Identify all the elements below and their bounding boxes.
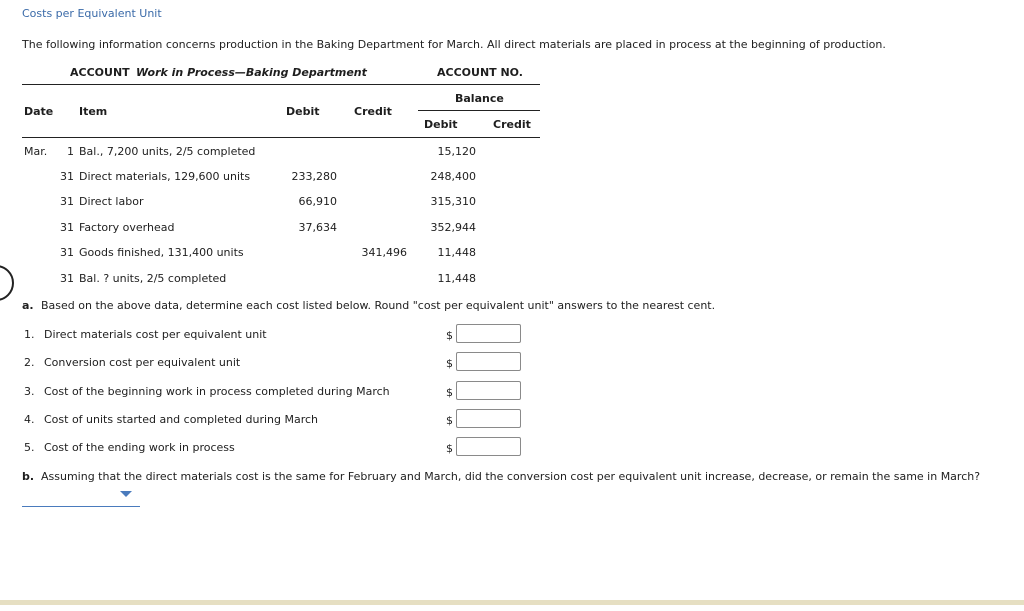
- col-item: Item: [79, 105, 108, 118]
- row-item: Factory overhead: [79, 221, 175, 234]
- question-number: 4.: [24, 413, 35, 426]
- question-number: 1.: [24, 328, 35, 341]
- ending-wip-cost-input[interactable]: [456, 437, 521, 456]
- row-balance-debit: 11,448: [437, 272, 476, 285]
- col-date: Date: [24, 105, 54, 118]
- row-balance-debit: 352,944: [430, 221, 476, 234]
- part-a-label: a.: [22, 299, 34, 312]
- row-item: Direct materials, 129,600 units: [79, 170, 251, 183]
- conversion-cost-input[interactable]: [456, 352, 521, 371]
- row-item: Goods finished, 131,400 units: [79, 246, 244, 259]
- row-day: 31: [60, 221, 74, 234]
- ledger-header-rule: [22, 137, 540, 138]
- account-no-label: ACCOUNT NO.: [437, 66, 523, 79]
- scroll-circle-marker: [0, 265, 14, 301]
- page-title: Costs per Equivalent Unit: [22, 7, 162, 20]
- footer-bar: [0, 600, 1024, 605]
- row-item: Bal., 7,200 units, 2/5 completed: [79, 145, 256, 158]
- dollar-sign: $: [446, 386, 453, 399]
- question-number: 5.: [24, 441, 35, 454]
- account-label: ACCOUNT: [70, 66, 130, 79]
- question-text: Conversion cost per equivalent unit: [44, 356, 241, 369]
- balance-rule: [418, 110, 540, 111]
- dollar-sign: $: [446, 442, 453, 455]
- direct-materials-cost-input[interactable]: [456, 324, 521, 343]
- col-credit: Credit: [354, 105, 392, 118]
- row-balance-debit: 248,400: [430, 170, 476, 183]
- balance-label: Balance: [455, 92, 504, 105]
- row-day: 31: [60, 195, 74, 208]
- dropdown-underline: [22, 506, 140, 507]
- row-day: 31: [60, 246, 74, 259]
- started-completed-cost-input[interactable]: [456, 409, 521, 428]
- conversion-change-dropdown[interactable]: [22, 486, 140, 508]
- row-debit: 233,280: [291, 170, 337, 183]
- intro-text: The following information concerns production in the Baking Department for March. All direct materials are placed in process at the beginning of production.: [22, 38, 886, 51]
- row-item: Bal. ? units, 2/5 completed: [79, 272, 227, 285]
- part-b-prompt: Assuming that the direct materials cost is the same for February and March, did the conversion cost per equivalent unit increase, decrease, or remain the same in March?: [41, 470, 981, 483]
- dollar-sign: $: [446, 414, 453, 427]
- col-balance-credit: Credit: [493, 118, 531, 131]
- part-b-label: b.: [22, 470, 35, 483]
- row-balance-debit: 15,120: [437, 145, 476, 158]
- row-day: 1: [67, 145, 74, 158]
- row-balance-debit: 11,448: [437, 246, 476, 259]
- row-credit: 341,496: [361, 246, 407, 259]
- col-balance-debit: Debit: [424, 118, 458, 131]
- account-name: Work in Process—Baking Department: [136, 66, 367, 79]
- row-balance-debit: 315,310: [430, 195, 476, 208]
- row-debit: 37,634: [298, 221, 337, 234]
- dollar-sign: $: [446, 357, 453, 370]
- question-text: Cost of units started and completed during March: [44, 413, 319, 426]
- beginning-wip-cost-input[interactable]: [456, 381, 521, 400]
- question-number: 3.: [24, 385, 35, 398]
- question-text: Cost of the beginning work in process completed during March: [44, 385, 390, 398]
- question-text: Cost of the ending work in process: [44, 441, 235, 454]
- question-number: 2.: [24, 356, 35, 369]
- col-debit: Debit: [286, 105, 320, 118]
- question-text: Direct materials cost per equivalent unit: [44, 328, 267, 341]
- row-item: Direct labor: [79, 195, 144, 208]
- month-label: Mar.: [24, 145, 48, 158]
- dollar-sign: $: [446, 329, 453, 342]
- row-day: 31: [60, 170, 74, 183]
- part-a-prompt: Based on the above data, determine each cost listed below. Round "cost per equivalent unit" answers to the nearest cent.: [41, 299, 716, 312]
- row-debit: 66,910: [298, 195, 337, 208]
- chevron-down-icon[interactable]: [120, 491, 132, 497]
- ledger-top-rule: [22, 84, 540, 85]
- row-day: 31: [60, 272, 74, 285]
